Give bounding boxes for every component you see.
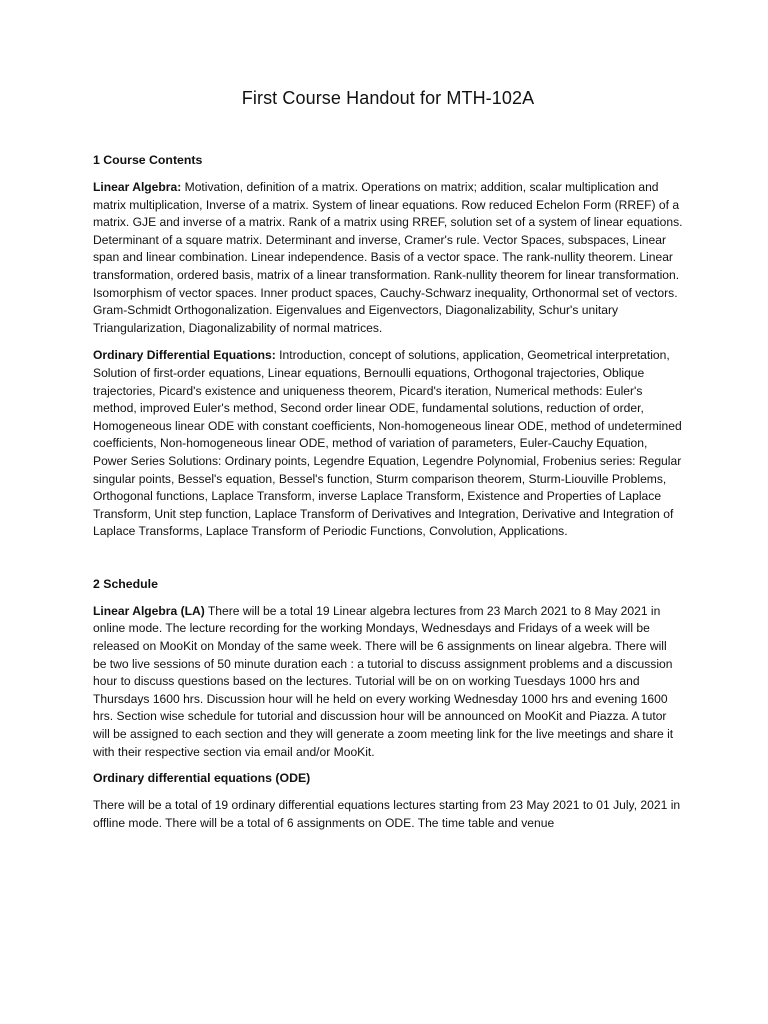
subheading-ode-schedule: Ordinary differential equations (ODE) [93, 771, 311, 786]
paragraph-body: Introduction, concept of solutions, application, Geometrical interpretation, Solution of first-order equations, Linear equations, Bernoulli equations, Orthogonal trajectories, Oblique trajectories, Picard's existence and uniqueness theorem, Picard's iteration, Numerical methods: Euler's method, improved Euler's method, Second order linear ODE, fundamental solutions, reduction of order, Homogeneous linear ODE with constant coefficients, Non-homogeneous linear ODE, method of undetermined coefficients, Non-homogeneous linear ODE, method of variation of parameters, Euler-Cauchy Equation, Power Series Solutions: Ordinary points, Legendre Equation, Legendre Polynomial, Frobenius series: Regular singular points, Bessel's equation, Bessel's function, Sturm comparison theorem, Sturm-Liouville Problems, Orthogonal functions, Laplace Transform, inverse Laplace Transform, Existence and Properties of Laplace Transform, Unit step function, Laplace Transform of Derivatives and Integration, Derivative and Integration of Laplace Transforms, Laplace Transform of Periodic Functions, Convolution, Applications. [93, 348, 682, 539]
paragraph-linear-algebra-contents [93, 179, 683, 337]
document-page [93, 88, 683, 842]
section-spacer [93, 551, 683, 577]
paragraph-linear-algebra-schedule [93, 603, 683, 761]
section-heading-course-contents: 1 Course Contents [93, 153, 203, 167]
paragraph-body: There will be a total 19 Linear algebra lectures from 23 March 2021 to 8 May 2021 in online mode. The lecture recording for the working Mondays, Wednesdays and Fridays of a week will be released on MooKit on Monday of the same week. There will be 6 assignments on linear algebra. There will be two live sessions of 50 minute duration each : a tutorial to discuss assignment problems and a discussion hour to discuss questions based on the lectures. Tutorial will be on on working Tuesdays 1000 hrs and Thursdays 1600 hrs. Discussion hour will he held on every working Wednesday 1000 hrs and evening 1600 hrs. Section wise schedule for tutorial and discussion hour will be announced on MooKit and Piazza. A tutor will be assigned to each section and they will generate a zoom meeting link for the live meetings and share it with their respective section via email and/or MooKit. [93, 603, 674, 759]
paragraph-lead: Linear Algebra (LA) [93, 603, 205, 618]
paragraph-body: Motivation, definition of a matrix. Operations on matrix; addition, scalar multiplication and matrix multiplication, Inverse of a matrix. System of linear equations. Row reduced Echelon Form (RREF) of a matrix. GJE and inverse of a matrix. Rank of a matrix using RREF, solution set of a system of linear equations. Determinant of a square matrix. Determinant and inverse, Cramer's rule. Vector Spaces, subspaces, Linear span and linear combination. Linear independence. Basis of a vector space. The rank-nullity theorem. Linear transformation, ordered basis, matrix of a linear transformation. Rank-nullity theorem for linear transformation. Isomorphism of vector spaces. Inner product spaces, Cauchy-Schwarz inequality, Orthonormal set of vectors. Gram-Schmidt Orthogonalization. Eigenvalues and Eigenvectors, Diagonalizability, Schur's unitary Triangularization, Diagonalizability of normal matrices. [93, 180, 683, 335]
document-title: First Course Handout for MTH-102A [241, 88, 535, 108]
paragraph-ode-contents [93, 347, 683, 541]
paragraph-lead: Linear Algebra: [93, 180, 182, 194]
section-heading-schedule: 2 Schedule [93, 576, 158, 591]
paragraph-body: There will be a total of 19 ordinary differential equations lectures starting from 23 May 2021 to 01 July, 2021 in offline mode. There will be a total of 6 assignments on ODE. The time table and venue [93, 798, 681, 830]
paragraph-lead: Ordinary Differential Equations: [93, 348, 276, 363]
paragraph-ode-schedule [93, 797, 683, 832]
